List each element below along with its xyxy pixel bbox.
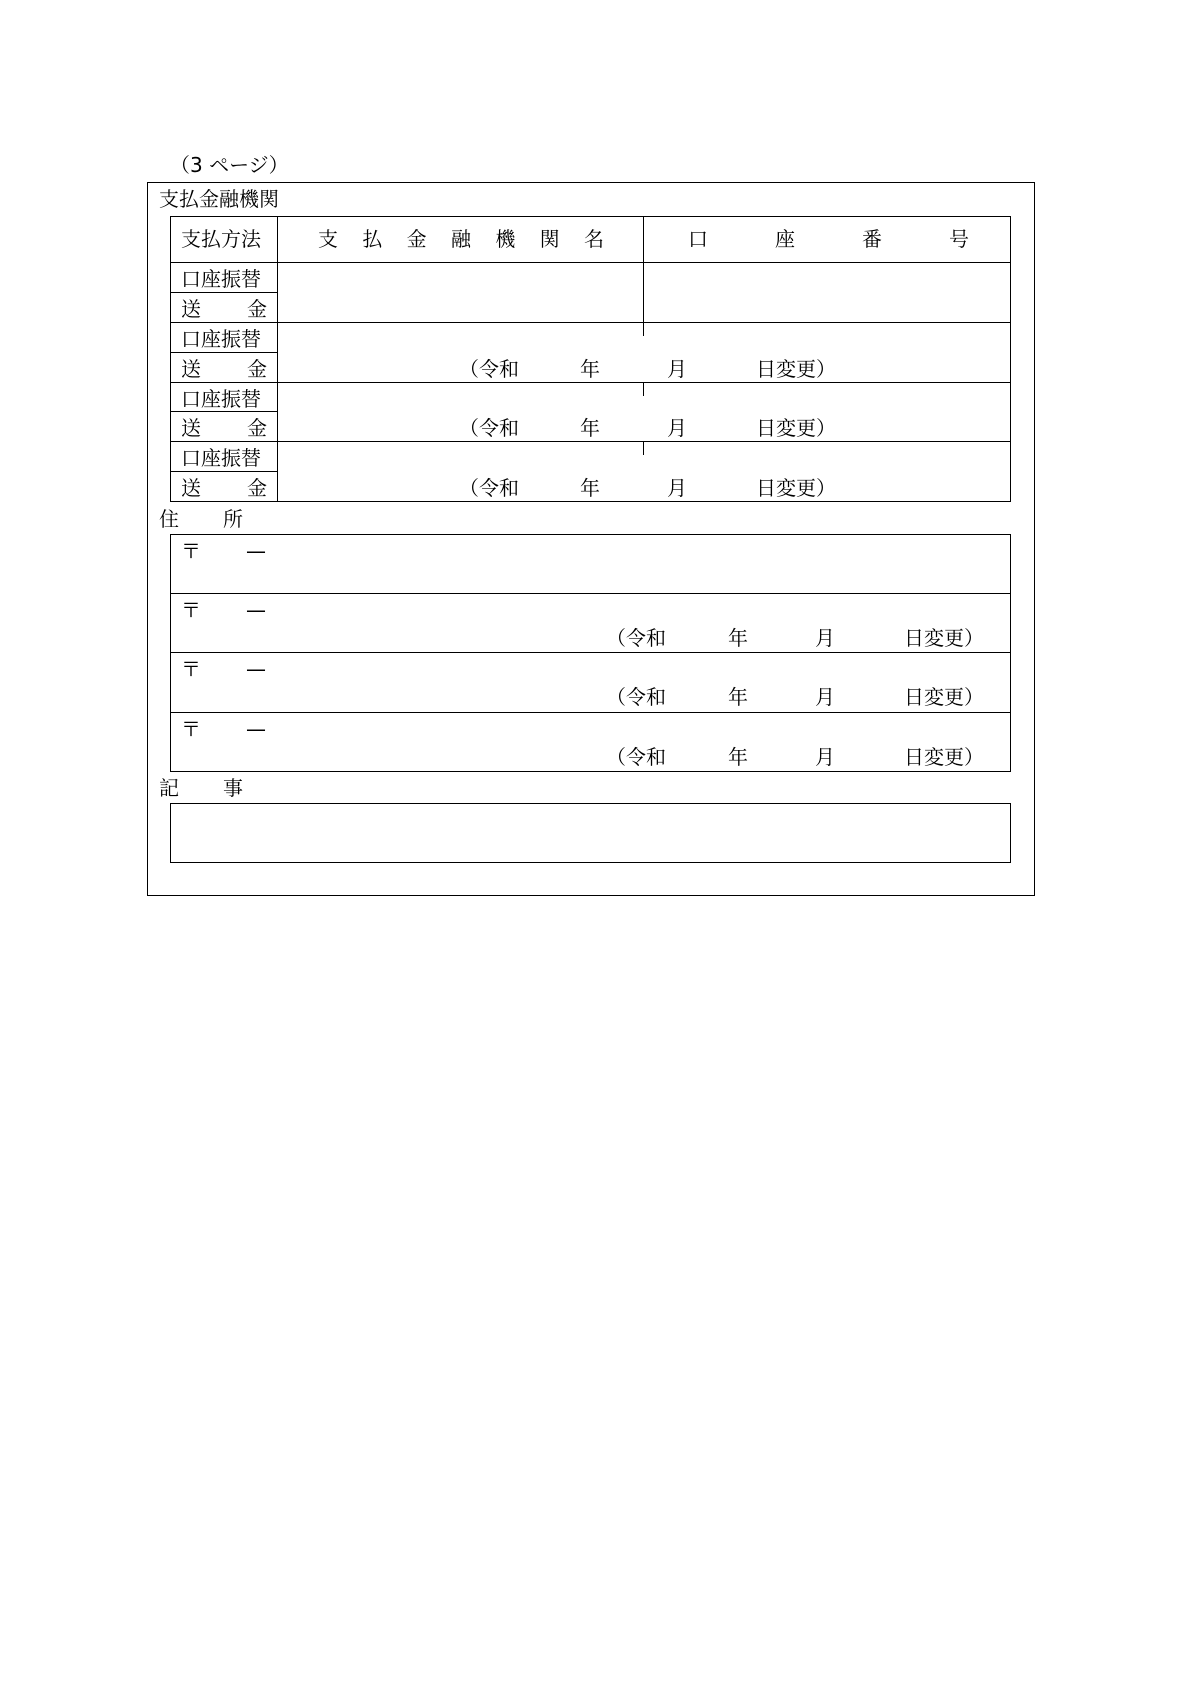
address-row-divider-3 [170, 712, 1011, 713]
bank-row-3-change-era: （令和 [459, 416, 519, 440]
bank-account-column-divider [643, 216, 644, 322]
address-row-2-change-day: 日変更） [904, 626, 984, 650]
address-row-4-postal-icon: 〒 [181, 717, 201, 741]
bank-method-column-divider [277, 216, 278, 502]
address-row-3-change-day: 日変更） [904, 685, 984, 709]
address-row-2-change-year: 年 [728, 626, 748, 650]
bank-account-tick-3 [643, 441, 644, 455]
bank-method-subdivider-2 [170, 352, 277, 353]
address-row-divider-2 [170, 652, 1011, 653]
bank-row-1-method-remit-2: 金 [247, 297, 267, 321]
bank-row-4-change-year: 年 [580, 476, 600, 500]
address-row-4-change-month: 月 [815, 745, 835, 769]
notes-title-1: 記 [159, 776, 179, 800]
address-row-3-postal-icon: 〒 [181, 657, 201, 681]
bank-row-1-method-transfer: 口座振替 [181, 267, 261, 291]
address-row-1-dash: — [246, 539, 266, 563]
address-row-1-postal-icon: 〒 [181, 539, 201, 563]
bank-row-3-change-year: 年 [580, 416, 600, 440]
bank-row-2-change-year: 年 [580, 357, 600, 381]
header-payment-method: 支払方法 [181, 227, 261, 251]
address-row-4-change-day: 日変更） [904, 745, 984, 769]
bank-row-2-method-remit-1: 送 [181, 357, 201, 381]
bank-row-1-method-remit-1: 送 [181, 297, 201, 321]
notes-box [170, 803, 1011, 863]
bank-row-4-method-remit-2: 金 [247, 476, 267, 500]
bank-method-subdivider-3 [170, 411, 277, 412]
bank-table-header-divider [170, 262, 1011, 263]
bank-account-tick-2 [643, 382, 644, 396]
bank-row-4-change-day: 日変更） [756, 476, 836, 500]
bank-row-divider-3 [170, 441, 1011, 442]
bank-section-title: 支払金融機関 [159, 187, 279, 211]
bank-account-tick-1 [643, 322, 644, 336]
bank-row-3-method-remit-1: 送 [181, 416, 201, 440]
address-row-divider-1 [170, 593, 1011, 594]
address-row-4-dash: — [246, 717, 266, 741]
bank-row-2-change-month: 月 [667, 357, 687, 381]
bank-row-4-method-transfer: 口座振替 [181, 446, 261, 470]
bank-row-divider-2 [170, 382, 1011, 383]
bank-row-3-method-transfer: 口座振替 [181, 387, 261, 411]
address-title-2: 所 [223, 507, 243, 531]
bank-row-2-change-era: （令和 [459, 357, 519, 381]
bank-row-3-method-remit-2: 金 [247, 416, 267, 440]
header-institution-name: 支 払 金 融 機 関 名 [318, 227, 604, 251]
address-row-3-change-year: 年 [728, 685, 748, 709]
notes-title-2: 事 [223, 776, 243, 800]
page-label: （3 ページ） [170, 153, 289, 177]
bank-row-4-change-era: （令和 [459, 476, 519, 500]
address-table [170, 534, 1011, 772]
bank-row-2-method-transfer: 口座振替 [181, 327, 261, 351]
address-row-4-change-era: （令和 [606, 745, 666, 769]
address-row-3-change-era: （令和 [606, 685, 666, 709]
bank-row-4-change-month: 月 [667, 476, 687, 500]
address-row-2-change-month: 月 [815, 626, 835, 650]
bank-row-3-change-day: 日変更） [756, 416, 836, 440]
address-title-1: 住 [159, 507, 179, 531]
bank-row-divider-1 [170, 322, 1011, 323]
address-row-4-change-year: 年 [728, 745, 748, 769]
bank-row-4-method-remit-1: 送 [181, 476, 201, 500]
header-account-number: 口 座 番 号 [688, 227, 969, 251]
address-row-2-dash: — [246, 598, 266, 622]
address-row-2-change-era: （令和 [606, 626, 666, 650]
bank-row-2-method-remit-2: 金 [247, 357, 267, 381]
bank-method-subdivider-4 [170, 471, 277, 472]
address-row-2-postal-icon: 〒 [181, 598, 201, 622]
bank-row-3-change-month: 月 [667, 416, 687, 440]
bank-row-2-change-day: 日変更） [756, 357, 836, 381]
bank-method-subdivider-1 [170, 292, 277, 293]
address-row-3-dash: — [246, 657, 266, 681]
address-row-3-change-month: 月 [815, 685, 835, 709]
